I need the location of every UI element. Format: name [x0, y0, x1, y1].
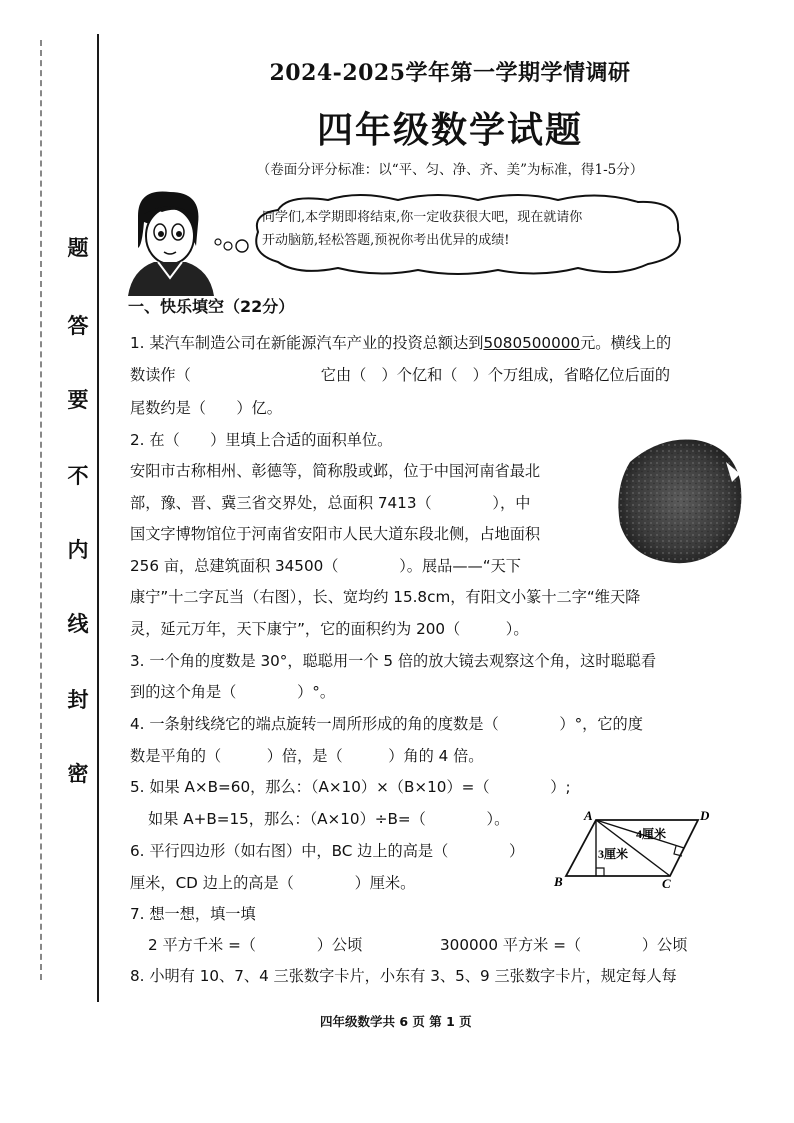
- cartoon-girl-illustration: [118, 186, 258, 296]
- q1-number: 5080500000: [483, 334, 581, 352]
- roof-tile-image: [614, 432, 746, 568]
- seal-dashed-line: [40, 40, 42, 980]
- q1-line-2a: 数读作（: [130, 366, 191, 384]
- q1-text-a: 1. 某汽车制造公司在新能源汽车产业的投资总额达到: [130, 334, 484, 352]
- q1-text-b: 元。横线上的: [580, 334, 672, 352]
- q7-item-b: 300000 平方米 =（ ）公顷: [440, 936, 688, 954]
- q2-line-3: 部，豫、晋、冀三省交界处，总面积 7413（ ），中: [130, 494, 531, 512]
- q4-line-1: 4. 一条射线绕它的端点旋转一周所形成的角的度数是（ ）°，它的度: [130, 715, 643, 733]
- parallelogram-figure: [552, 806, 712, 890]
- exam-title: 四年级数学试题: [316, 109, 583, 151]
- q2-line-1: 2. 在（ ）里填上合适的面积单位。: [130, 431, 393, 449]
- q5-line-1: 5. 如果 A×B=60，那么：（A×10）×（B×10）=（ ）;: [130, 778, 571, 796]
- bubble-line-1: 同学们,本学期即将结束,你一定收获很大吧，现在就请你: [262, 210, 583, 225]
- q2-line-4: 国文字博物馆位于河南省安阳市人民大道东段北侧，占地面积: [130, 525, 541, 543]
- seal-word-3: 要: [67, 387, 89, 412]
- q2-line-2: 安阳市古称相州、彰德等，简称殷或邺，位于中国河南省最北: [130, 462, 541, 480]
- vertex-d-label: D: [700, 808, 710, 823]
- length-label-3cm: 3厘米: [598, 847, 629, 861]
- page-footer: 四年级数学共 6 页 第 1 页: [320, 1014, 472, 1029]
- q7-line-1: 7. 想一想，填一填: [130, 905, 256, 923]
- exam-subtitle: 2024-2025学年第一学期学情调研: [269, 60, 631, 86]
- section-heading: 一、快乐填空（22分）: [128, 297, 295, 316]
- bubble-line-2: 开动脑筋,轻松答题,预祝你考出优异的成绩!: [262, 233, 510, 248]
- seal-word-8: 密: [67, 761, 89, 786]
- q4-line-2: 数是平角的（ ）倍，是（ ）角的 4 倍。: [130, 747, 484, 765]
- q1-line-1: [130, 332, 671, 353]
- bubble-message: [262, 206, 662, 252]
- vertex-a-label: A: [584, 808, 593, 823]
- q1-line-2: [130, 364, 670, 385]
- seal-border-line: [97, 34, 99, 1002]
- q8-line-1: 8. 小明有 10、7、4 三张数字卡片，小东有 3、5、9 三张数字卡片，规定每人每: [130, 967, 677, 985]
- q1-line-2b: 它由（ ）个亿和（ ）个万组成，省略亿位后面的: [320, 366, 671, 384]
- q6-line-1: 6. 平行四边形（如右图）中，BC 边上的高是（ ）: [130, 842, 525, 860]
- q2-line-6: 康宁”十二字瓦当（右图），长、宽均约 15.8cm，有阳文小篆十二字“维天降: [130, 588, 641, 606]
- seal-word-5: 内: [67, 537, 89, 562]
- q2-line-7: 灵，延元万年，天下康宁”，它的面积约为 200（ ）。: [130, 620, 529, 638]
- scoring-note: （卷面分评分标准：以“平、匀、净、齐、美”为标准，得1-5分）: [256, 162, 644, 178]
- vertex-b-label: B: [554, 874, 563, 889]
- seal-word-7: 封: [67, 687, 89, 712]
- seal-word-2: 答: [67, 313, 89, 338]
- q7-item-a: 2 平方千米 =（ ）公顷: [148, 936, 363, 954]
- q1-line-3: 尾数约是（ ）亿。: [130, 399, 282, 417]
- q6-line-2: 厘米，CD 边上的高是（ ）厘米。: [130, 874, 416, 892]
- q3-line-1: 3. 一个角的度数是 30°，聪聪用一个 5 倍的放大镜去观察这个角，这时聪聪看: [130, 652, 657, 670]
- q5-line-2: 如果 A+B=15，那么：（A×10）÷B=（ ）。: [148, 810, 510, 828]
- seal-word-4: 不: [67, 463, 89, 488]
- q2-line-5: 256 亩，总建筑面积 34500（ ）。展品——“天下: [130, 557, 521, 575]
- vertex-c-label: C: [662, 876, 671, 890]
- seal-word-1: 题: [67, 235, 89, 260]
- seal-word-6: 线: [67, 611, 89, 636]
- length-label-4cm: 4厘米: [636, 827, 667, 841]
- q3-line-2: 到的这个角是（ ）°。: [130, 683, 336, 701]
